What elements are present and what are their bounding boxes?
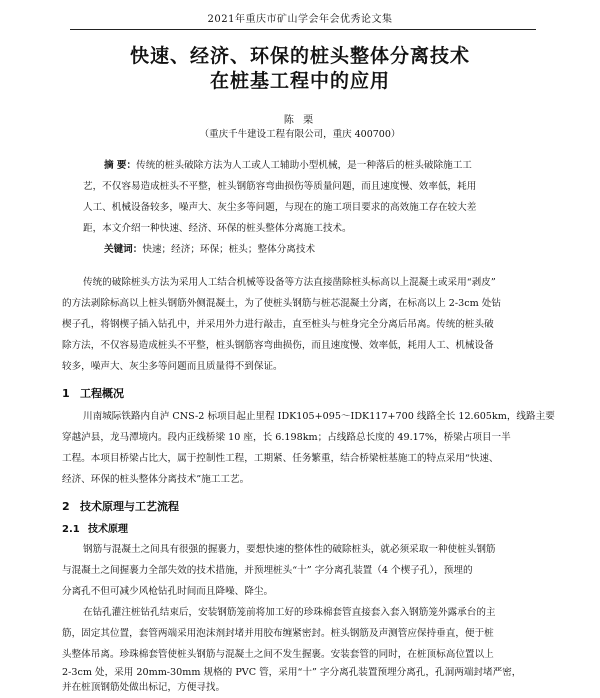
body-line: 传统的破除桩头方法为采用人工结合机械等设备等方法直接凿除桩头标高以上混凝土或采用“剥皮” [83, 277, 496, 288]
keywords-label: 关键词： [104, 244, 143, 255]
body-line: 在钻孔灌注桩钻孔结束后，安装钢筋笼前将加工好的珍珠棉套管直接套入套入钢筋笼外露承台的主 [83, 607, 496, 618]
author-name: 陈 栗 [283, 115, 317, 126]
abstract-label: 摘 要： [104, 160, 137, 171]
body-line: 穿越泸县，龙马潭境内。段内正线桥梁 10 座，长 6.198km；占线路总长度的 49.17%，桥梁占项目一半 [62, 432, 511, 443]
section-2-heading: 2 技术原理与工艺流程 [62, 500, 179, 513]
body-line: 较多，噪声大、灰尘多等问题而且质量得不到保证。 [62, 361, 283, 372]
body-line: 并在桩顶钢筋处做出标记，方便寻找。 [62, 682, 226, 693]
abstract-line: 摘 要：传统的桩头破除方法为人工或人工辅助小型机械，是一种落后的桩头破除施工工 [104, 160, 472, 171]
body-line: 楔子孔，将钢楔子插入钻孔中，并采用外力进行敲击，直至桩头与桩身完全分离后吊离。传统的桩头破 [62, 319, 494, 330]
abstract-line: 距，本文介绍一种快速、经济、环保的桩头整体分离施工技术。 [83, 223, 352, 234]
running-header: 2021年重庆市矿山学会年会优秀论文集 [207, 14, 393, 25]
body-line: 头整体吊离。珍珠棉套管使桩头钢筋与混凝土之间不发生握裹。安装套管的同时，在桩顶标高位置以上 [62, 649, 494, 660]
abstract-line: 艺，不仅容易造成桩头不平整，桩头钢筋容弯曲损伤等质量问题，而且速度慢、效率低，耗用 [83, 181, 477, 192]
abstract-line: 人工、机械设备较多，噪声大、灰尘多等问题，与现在的施工项目要求的高效施工存在较大差 [83, 202, 477, 213]
paper-title-line-1: 快速、经济、环保的桩头整体分离技术 [129, 45, 470, 67]
paper-title-line-2: 在桩基工程中的应用 [209, 70, 390, 92]
body-line: 与混凝土之间握裹力全部失效的技术措施，并预埋桩头“十” 字分离孔装置（4 个楔子孔），预埋的 [62, 565, 473, 576]
body-line: 2-3cm 处，采用 20mm-30mm 规格的 PVC 管，采用“十” 字分离孔装置预埋分离孔，孔洞两端封堵严密， [62, 667, 522, 678]
author-affiliation: （重庆千牛建设工程有限公司，重庆 400700） [199, 129, 401, 140]
body-line: 经济、环保的桩头整体分离技术”施工工艺。 [62, 474, 250, 485]
body-line: 工程。本项目桥梁占比大，属于控制性工程，工期紧、任务繁重，结合桥梁桩基施工的特点采用“快速、 [62, 453, 499, 464]
body-line: 分离孔不但可减少风枪钻孔时间而且降噪、降尘。 [62, 586, 274, 597]
section-1-heading: 1 工程概况 [62, 387, 124, 400]
body-line: 的方法剥除标高以上桩头钢筋外侧混凝土，为了使桩头钢筋与桩芯混凝土分离，在标高以上 2-3cm 处钻 [62, 298, 501, 309]
body-line: 筋，固定其位置，套管两端采用泡沫剂封堵并用胶布缠紧密封。桩头钢筋及声测管应保持垂直，便于桩 [62, 628, 494, 639]
subsection-2-1-heading: 2.1 技术原理 [62, 524, 128, 535]
keywords-line [104, 243, 315, 256]
body-line: 除方法，不仅容易造成桩头不平整，桩头钢筋容弯曲损伤，而且速度慢、效率低，耗用人工、机械设备 [62, 340, 494, 351]
body-line: 川南城际铁路内自泸 CNS-2 标项目起止里程 IDK105+095～IDK117+700 线路全长 12.605km，线路主要 [83, 411, 555, 422]
header-rule [70, 29, 536, 30]
body-line: 钢筋与混凝土之间具有很强的握裹力，要想快速的整体性的破除桩头，就必须采取一种使桩头钢筋 [83, 544, 496, 555]
keywords-text: 快速；经济；环保；桩头；整体分离技术 [142, 244, 316, 255]
